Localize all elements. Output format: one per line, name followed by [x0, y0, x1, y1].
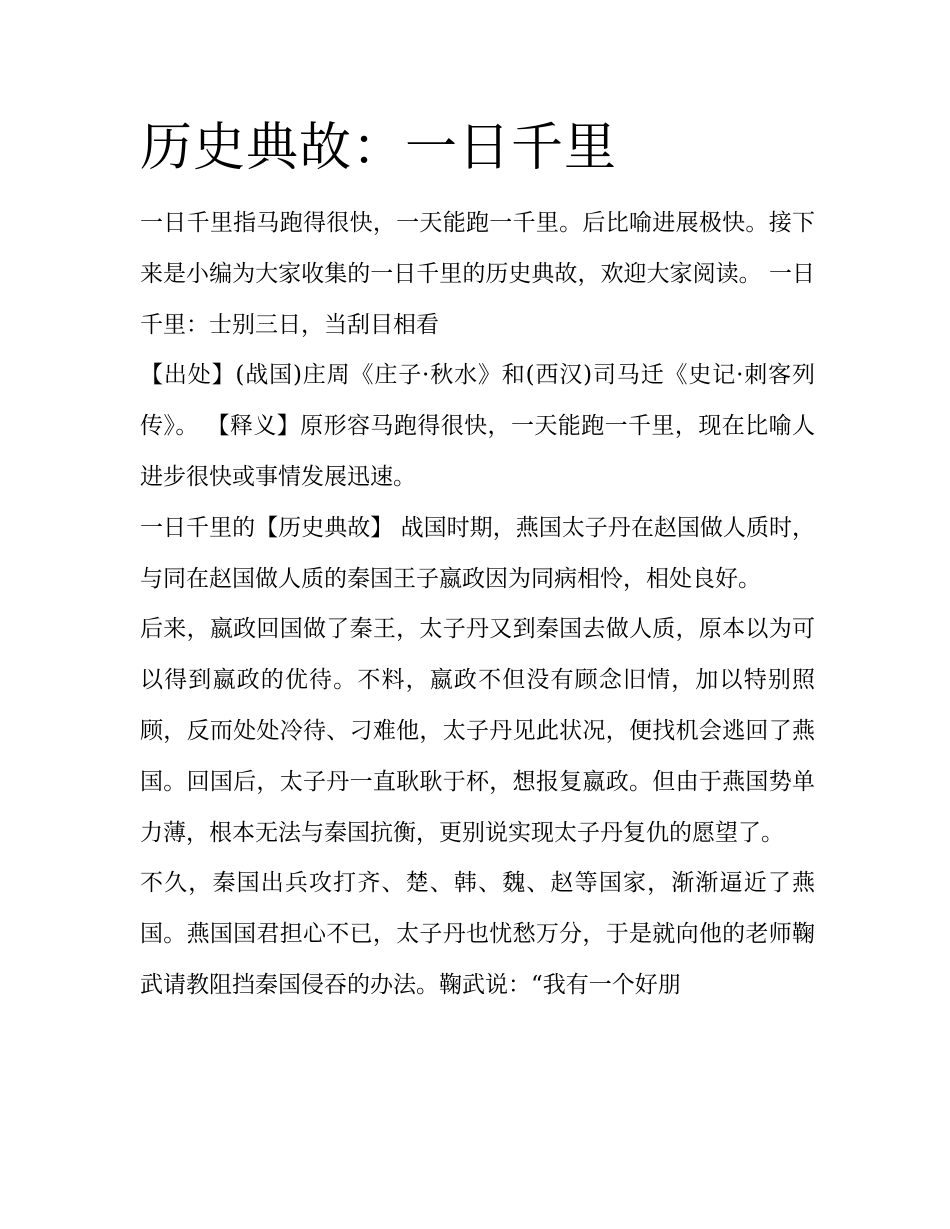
- document-title: 历史典故：一日千里: [140, 118, 618, 178]
- document-content: [140, 112, 815, 1011]
- document-body: [140, 198, 815, 1011]
- paragraph-story-3: 不久，秦国出兵攻打齐、楚、韩、魏、赵等国家，渐渐逼近了燕国。燕国国君担心不已，太子丹也忧愁万分，于是就向他的老师鞠武请教阻挡秦国侵吞的办法。鞠武说：“我有一个好朋: [140, 870, 815, 998]
- paragraph-intro: 一日千里指马跑得很快，一天能跑一千里。后比喻进展极快。接下来是小编为大家收集的一日千里的历史典故，欢迎大家阅读。 一日千里：士别三日，当刮目相看: [140, 210, 815, 338]
- paragraph-source: 【出处】(战国)庄周《庄子·秋水》和(西汉)司马迁《史记·刺客列传》。 【释义】原形容马跑得很快，一天能跑一千里，现在比喻人进步很快或事情发展迅速。: [140, 362, 815, 490]
- paragraph-story-1: 一日千里的【历史典故】 战国时期，燕国太子丹在赵国做人质时，与同在赵国做人质的秦国王子嬴政因为同病相怜，相处良好。: [140, 514, 815, 592]
- paragraph-story-2: 后来，嬴政回国做了秦王，太子丹又到秦国去做人质，原本以为可以得到嬴政的优待。不料，嬴政不但没有顾念旧情，加以特别照顾，反而处处冷待、刁难他，太子丹见此状况，便找机会逃回了燕国。回国后，太子丹一直耿耿于杯，想报复嬴政。但由于燕国势单力薄，根本无法与秦国抗衡，更别说实现太子丹复仇的愿望了。: [140, 616, 815, 846]
